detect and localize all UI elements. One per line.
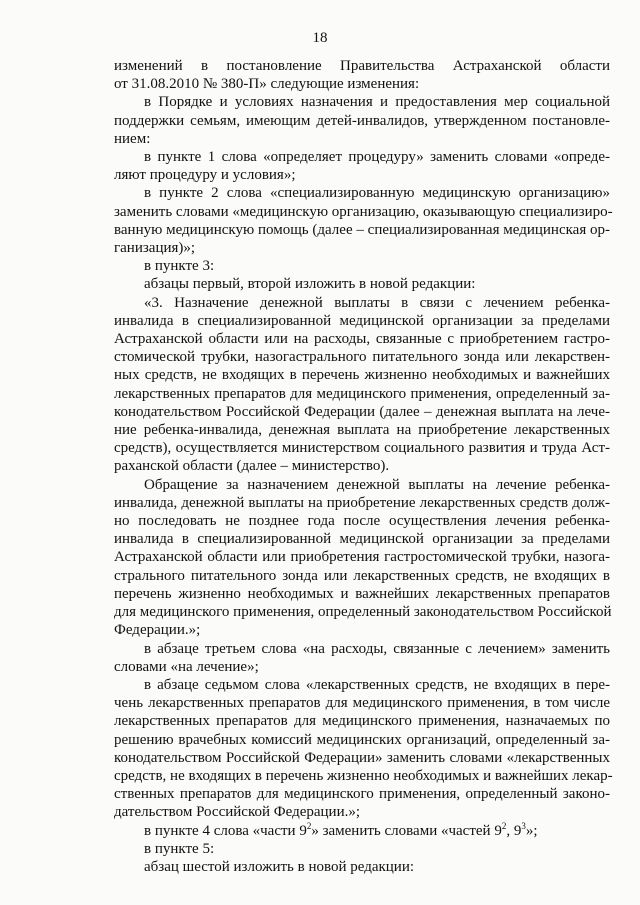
paragraph: в пункте 3: [144, 258, 215, 275]
paragraph: в пункте 1 слова «определяет процедуру» заменить словами «опреде- ляют процедуру и условия»; [114, 149, 610, 184]
paragraph: в абзаце третьем слова «на расходы, связанные с лечением» заменить словами «на лечение»; [114, 640, 610, 675]
paragraph: в Порядке и условиях назначения и предоставления мер социальной поддержки семьям, имеющим детей-инвалидов, утвержденном постановле- нием: [114, 94, 610, 147]
paragraph: в пункте 2 слова «специализированную медицинскую организацию» заменить словами «медицинскую организацию, оказывающую специализиро- ванную медицинскую помощь (далее – специализированная медицинская ор- ганизация)»; [114, 185, 613, 257]
paragraph: в пункте 4 слова «части $9^2$» заменить словами «частей $9^2$, $9^3$»; [144, 820, 538, 839]
paragraph: в абзаце седьмом слова «лекарственных средств, не входящих в пере- чень лекарственных препаратов для медицинского применения, в том числе лекарственных препаратов для медицинского применения, назначаемых по решению врачебных комиссий медицинских организаций, определенный за- конодательством Российской Федерации» заменить словами «лекарственных средств, не входящих в перечень жизненно необходимых и важнейших лекар- ственных препаратов для медицинского применения, определенный законо- дательством Российской Федерации.»; [114, 676, 613, 821]
paragraph: абзац шестой изложить в новой редакции: [144, 858, 415, 875]
page-number: 18 [312, 30, 328, 46]
quoted-paragraph: «3. Назначение денежной выплаты в связи с лечением ребенка- инвалида в специализированной медицинской организации за пределами Астраханской области или на расходы, связанные с приобретением гастро- стомической трубки, назогастрального питательного зонда или лекарствен- ных средств, не входящих в перечень жизненно необходимых и важнейших лекарственных препаратов для медицинского применения, определенный за- конодательством Российской Федерации (далее – денежная выплата на лече- ние ребенка-инвалида, денежная выплата на приобретение лекарственных средств), осуществляется министерством социального развития и труда Аст- раханской области (далее – министерство). [114, 294, 610, 475]
paragraph: в пункте 5: [144, 840, 215, 857]
document-body [114, 57, 613, 876]
quoted-paragraph: Обращение за назначением денежной выплаты на лечение ребенка- инвалида, денежной выплаты на приобретение лекарственных средств долж- но последовать не позднее года после осуществления лечения ребенка- инвалида в специализированной медицинской организации за пределами Астраханской области или приобретения гастростомической трубки, назога- стрального питательного зонда или лекарственных средств, не входящих в перечень жизненно необходимых и важнейших лекарственных препаратов для медицинского применения, определенный законодательством Российской Федерации.»; [114, 476, 612, 639]
paragraph: изменений в постановление Правительства Астраханской области от 31.08.2010 № 380-П» следующие изменения: [114, 58, 610, 93]
paragraph: абзацы первый, второй изложить в новой редакции: [144, 276, 476, 293]
